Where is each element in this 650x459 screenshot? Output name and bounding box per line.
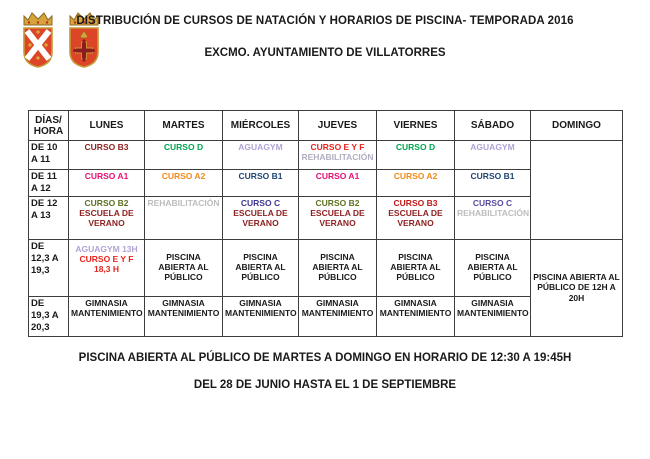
cell-text: GIMNASIA MANTENIMIENTO (301, 297, 374, 318)
cell-text: CURSO A1 (84, 171, 129, 181)
cell-text: REHABILITACIÓN (147, 197, 220, 208)
schedule-cell (145, 296, 223, 336)
schedule-cell (299, 141, 377, 170)
cell-text: 19,3 (31, 264, 50, 276)
col-header-domingo: DOMINGO (531, 111, 623, 141)
cell-text: A 11 (31, 153, 51, 165)
schedule-cell (455, 141, 531, 170)
cell-text: REHABILITACIÓN (457, 207, 530, 218)
cell-text: PISCINA ABIERTA AL PÚBLICO DE 12H A 20H (533, 271, 620, 304)
cell-text: AGUAGYM (238, 142, 283, 152)
cell-text: DE (31, 240, 45, 252)
cell-text: GIMNASIA MANTENIMIENTO (225, 297, 297, 318)
col-header-lunes: LUNES (69, 111, 145, 141)
schedule-cell (377, 239, 455, 296)
cell-text: CURSO D (163, 142, 204, 152)
cell-text: AGUAGYM (470, 142, 515, 152)
page-title: DISTRIBUCIÓN DE CURSOS DE NATACIÓN Y HORARIOS DE PISCINA- TEMPORADA 2016 (76, 15, 574, 27)
schedule-cell (377, 170, 455, 197)
col-header-martes: MARTES (145, 111, 223, 141)
schedule-cell (145, 170, 223, 197)
col-header-miercoles: MIÉRCOLES (223, 111, 299, 141)
schedule-cell (299, 196, 377, 239)
cell-text: CURSO B2 (84, 197, 129, 208)
cell-text: GIMNASIA MANTENIMIENTO (147, 297, 220, 318)
schedule-cell (69, 296, 145, 336)
cell-text: GIMNASIA MANTENIMIENTO (379, 297, 452, 318)
row-time-label (29, 196, 69, 239)
schedule-cell (455, 196, 531, 239)
cell-text: DÍAS/ (35, 114, 62, 126)
cell-text: PISCINA ABIERTA AL PÚBLICO (390, 251, 441, 283)
domingo-open-cell (531, 239, 623, 336)
cell-text: ESCUELA DE VERANO (310, 207, 365, 229)
cell-text: ESCUELA DE VERANO (388, 207, 443, 229)
row-time-label (29, 239, 69, 296)
col-header-dias-hora (29, 111, 69, 141)
cell-text: CURSO C (240, 197, 281, 208)
cell-text: PISCINA ABIERTA AL PÚBLICO (312, 251, 363, 283)
col-header-jueves: JUEVES (299, 111, 377, 141)
schedule-row (29, 239, 623, 296)
cell-text: A 12 (31, 182, 51, 194)
domingo-empty-cell (531, 141, 623, 240)
col-header-sabado: SÁBADO (455, 111, 531, 141)
schedule-cell (223, 296, 299, 336)
schedule-cell (455, 239, 531, 296)
cell-text: DE 10 (31, 142, 58, 153)
cell-text: CURSO B1 (470, 171, 515, 181)
cell-text: CURSO A2 (161, 171, 206, 181)
schedule-cell (69, 170, 145, 197)
schedule-cell (377, 196, 455, 239)
cell-text: CURSO E Y F 18,3 H (79, 253, 134, 275)
row-time-label (29, 296, 69, 336)
cell-text: ESCUELA DE VERANO (233, 207, 288, 229)
cell-text: HORA (33, 125, 64, 137)
cell-text: CURSO B1 (238, 171, 283, 181)
col-header-viernes: VIERNES (377, 111, 455, 141)
header-row (29, 111, 623, 141)
cell-text: DE 12 (31, 197, 58, 209)
schedule-row (29, 141, 623, 170)
schedule-cell (145, 196, 223, 239)
cell-text: PISCINA ABIERTA AL PÚBLICO (158, 251, 209, 283)
schedule-cell (299, 170, 377, 197)
schedule-cell (145, 239, 223, 296)
schedule-cell (377, 296, 455, 336)
page-subtitle: EXCMO. AYUNTAMIENTO DE VILLATORRES (204, 47, 446, 59)
cell-text: 12,3 A (31, 252, 59, 264)
cell-text: 20,3 (31, 321, 50, 333)
schedule-cell (69, 141, 145, 170)
cell-text: GIMNASIA MANTENIMIENTO (71, 297, 143, 318)
footer-note-hours: PISCINA ABIERTA AL PÚBLICO DE MARTES A DOMINGO EN HORARIO DE 12:30 A 19:45H (78, 352, 572, 364)
cell-text: PISCINA ABIERTA AL PÚBLICO (235, 251, 286, 283)
cell-text: GIMNASIA MANTENIMIENTO (457, 297, 529, 318)
footer-note-dates: DEL 28 DE JUNIO HASTA EL 1 DE SEPTIEMBRE (193, 379, 457, 391)
cell-text: CURSO C (472, 197, 513, 208)
schedule-cell (223, 141, 299, 170)
schedule-cell (223, 170, 299, 197)
schedule-cell (377, 141, 455, 170)
schedule-table (28, 110, 623, 337)
schedule-cell (299, 239, 377, 296)
cell-text: 19,3 A (31, 309, 59, 321)
cell-text: REHABILITACIÓN (301, 152, 374, 163)
schedule-cell (223, 239, 299, 296)
schedule-cell (455, 170, 531, 197)
cell-text: PISCINA ABIERTA AL PÚBLICO (467, 251, 518, 283)
row-time-label (29, 141, 69, 170)
cell-text: AGUAGYM 13H (75, 243, 138, 254)
schedule-cell (299, 296, 377, 336)
cell-text: CURSO A1 (315, 171, 360, 181)
cell-text: CURSO B3 (84, 142, 129, 152)
cell-text: DE (31, 297, 45, 309)
cell-text: CURSO B2 (315, 197, 360, 208)
row-time-label (29, 170, 69, 197)
cell-text: A 13 (31, 209, 51, 221)
cell-text: CURSO B3 (393, 197, 438, 208)
schedule-cell (223, 196, 299, 239)
cell-text: CURSO E Y F (310, 142, 365, 152)
schedule-cell (69, 239, 145, 296)
cell-text: CURSO D (395, 142, 436, 152)
schedule-cell (69, 196, 145, 239)
schedule-cell (145, 141, 223, 170)
cell-text: ESCUELA DE VERANO (79, 207, 134, 229)
cell-text: DE 11 (31, 171, 57, 182)
cell-text: CURSO A2 (393, 171, 438, 181)
schedule-cell (455, 296, 531, 336)
